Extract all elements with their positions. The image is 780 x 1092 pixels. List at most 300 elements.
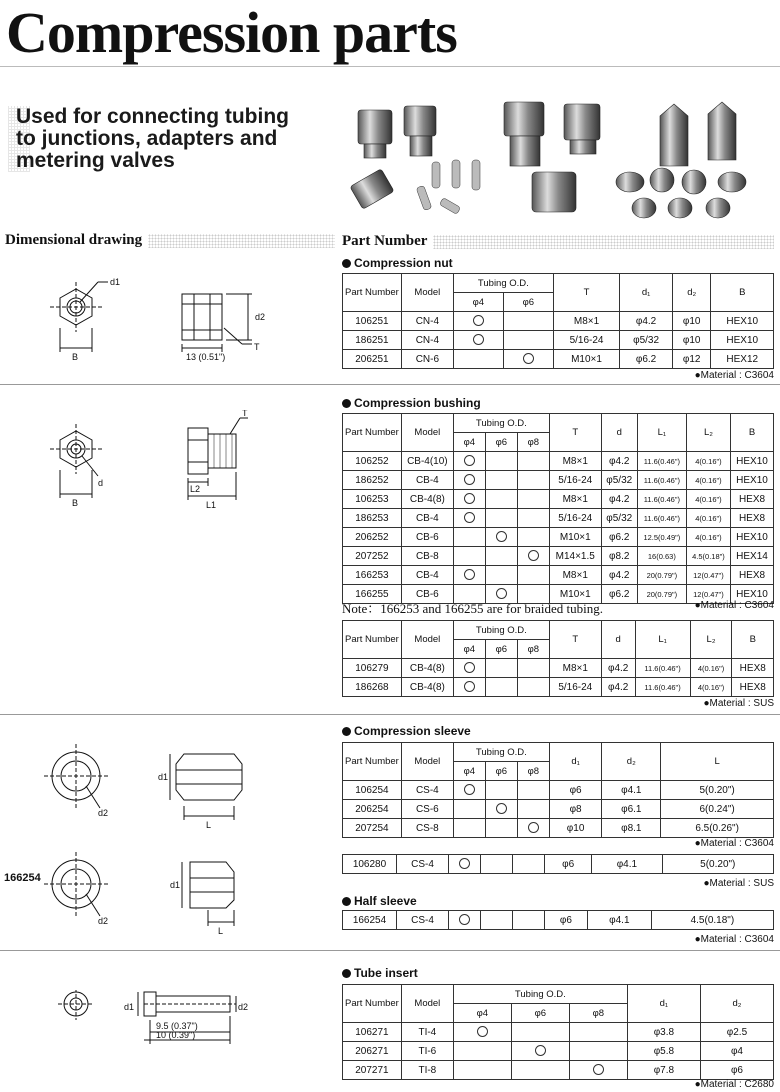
col-phi4: φ4 [453,640,485,659]
table-cell: 5/16-24 [549,509,601,528]
insert-subheading [342,966,418,980]
table-cell: 207271 [343,1061,402,1080]
col-part-number: Part Number [343,621,402,659]
table-cell: φ4 [700,1042,773,1061]
bushing-table [342,413,774,604]
table-cell: φ4.1 [592,855,662,874]
table-cell: φ4.1 [602,781,661,800]
table-cell: 4(0.16") [686,490,730,509]
table-cell: CN-4 [401,312,453,331]
bushing-subheading [342,396,481,410]
table-cell: 5(0.20") [661,781,774,800]
table-cell [517,471,549,490]
col-tubing-od: Tubing O.D. [453,274,553,293]
table-cell: 6(0.24") [661,800,774,819]
table-cell: 106271 [343,1023,402,1042]
table-row [343,547,774,566]
table-row [343,331,774,350]
table-cell [449,855,481,874]
dim-label-d2: d2 [98,808,109,818]
table-cell: 11.6(0.46") [635,678,690,697]
table-cell: 16(0.63) [637,547,686,566]
product-photo [342,96,772,236]
table-cell [453,331,503,350]
table-cell: φ4.2 [601,566,637,585]
dim-label-t: T [254,342,260,352]
col-phi6: φ6 [503,293,553,312]
table-cell [503,331,553,350]
dim-label-b: B [72,498,79,508]
table-cell: 11.6(0.46") [637,490,686,509]
dim-label-d2: d2 [238,1002,249,1012]
table-cell: M8×1 [549,566,601,585]
col-t: T [549,414,601,452]
col-phi4: φ4 [453,293,503,312]
table-cell [453,800,485,819]
col-d2: d₂ [700,985,773,1023]
table-cell [453,1061,511,1080]
col-model: Model [401,274,453,312]
nut-subheading [342,256,453,270]
col-part-number: Part Number [343,414,402,452]
table-cell: HEX8 [731,490,774,509]
braided-note: Note：166253 and 166255 are for braided tubing. [342,601,604,616]
table-cell: 4(0.16") [686,452,730,471]
table-row [343,312,774,331]
table-cell [453,350,503,369]
table-cell: φ4.2 [601,659,635,678]
col-phi8: φ8 [569,1004,627,1023]
table-cell: 5/16-24 [549,471,601,490]
nut-table [342,273,774,369]
table-cell [485,781,517,800]
table-cell: TI-4 [401,1023,453,1042]
subheading-label: Tube insert [354,966,418,980]
circle-mark-icon [473,315,484,326]
circle-mark-icon [464,455,475,466]
table-cell: φ4.1 [587,911,651,930]
table-cell: 106254 [343,781,402,800]
table-cell [485,528,517,547]
table-cell: 11.6(0.46") [637,509,686,528]
dim-label-b: B [72,352,79,362]
table-row [343,1042,774,1061]
col-t: T [549,621,601,659]
circle-mark-icon [496,803,507,814]
col-d1: d₁ [620,274,673,312]
circle-mark-icon [464,784,475,795]
table-cell: φ6 [545,855,592,874]
table-cell [453,452,485,471]
table-cell: 12.5(0.49") [637,528,686,547]
table-cell: φ6 [700,1061,773,1080]
table-cell [517,547,549,566]
table-cell: HEX10 [731,452,774,471]
table-cell [513,855,545,874]
table-cell: 4.5(0.18") [651,911,773,930]
col-d2: d₂ [672,274,711,312]
page-title: Compression parts [6,0,457,65]
table-cell: CS-4 [397,855,449,874]
table-cell [453,781,485,800]
sleeve-drawing [30,740,290,940]
table-cell: CB-4 [401,509,453,528]
table-cell [517,490,549,509]
table-cell [513,911,545,930]
table-cell: M10×1 [553,350,619,369]
col-phi4: φ4 [453,1004,511,1023]
table-cell: φ4.2 [601,490,637,509]
table-cell: φ12 [672,350,711,369]
table-row [343,781,774,800]
col-phi4: φ4 [453,762,485,781]
dim-label-insert-a: 9.5 (0.37") [156,1021,198,1031]
dimensional-drawing-heading [5,232,335,249]
insert-drawing [40,990,280,1060]
table-cell: 206254 [343,800,402,819]
dim-label-d1: d1 [170,880,181,890]
table-cell [517,509,549,528]
circle-mark-icon [459,858,470,869]
table-cell: 11.6(0.46") [637,471,686,490]
circle-mark-icon [464,493,475,504]
table-cell [485,800,517,819]
col-d1: d₁ [627,985,700,1023]
table-cell [453,490,485,509]
table-cell: CB-4 [401,566,453,585]
dim-label-d1: d1 [124,1002,135,1012]
table-row [343,1023,774,1042]
table-cell: φ8.1 [602,819,661,838]
table-cell: CB-4(8) [401,490,453,509]
bullet-icon [342,399,351,408]
table-cell: CB-4(8) [401,659,453,678]
circle-mark-icon [528,550,539,561]
table-cell [503,312,553,331]
col-model: Model [401,985,453,1023]
table-cell: 206271 [343,1042,402,1061]
table-cell [517,659,549,678]
dim-label-d1: d1 [110,277,121,287]
table-cell: CS-6 [401,800,453,819]
circle-mark-icon [477,1026,488,1037]
col-part-number: Part Number [343,985,402,1023]
table-cell: 6.5(0.26") [661,819,774,838]
section-divider [0,384,780,385]
table-cell: 4(0.16") [686,528,730,547]
table-cell: 12(0.47") [686,585,730,604]
table-cell [503,350,553,369]
table-row [343,678,774,697]
table-cell [485,659,517,678]
table-cell [453,566,485,585]
circle-mark-icon [528,822,539,833]
table-cell [517,528,549,547]
table-cell [485,452,517,471]
circle-mark-icon [464,512,475,523]
col-phi6: φ6 [485,762,517,781]
table-cell: 106280 [343,855,397,874]
table-cell: M10×1 [549,585,601,604]
table-cell: φ4.2 [601,678,635,697]
col-phi8: φ8 [517,762,549,781]
table-cell: 186253 [343,509,402,528]
table-cell: M14×1.5 [549,547,601,566]
table-cell [453,659,485,678]
table-cell [517,819,549,838]
col-b: B [732,621,774,659]
table-cell: φ5/32 [601,509,637,528]
col-l2: L₂ [690,621,732,659]
subheading-label: Half sleeve [354,894,417,908]
dim-label-d2: d2 [255,312,266,322]
table-cell: φ7.8 [627,1061,700,1080]
table-cell: HEX8 [731,566,774,585]
bushing-sus-table [342,620,774,697]
table-cell: 106251 [343,312,402,331]
sleeve-subheading [342,724,471,738]
table-cell: 106253 [343,490,402,509]
table-cell [485,490,517,509]
table-cell: 106279 [343,659,402,678]
table-cell [511,1023,569,1042]
section-divider [0,714,780,715]
col-l1: L₁ [637,414,686,452]
table-row [343,490,774,509]
col-part-number: Part Number [343,743,402,781]
table-cell: 186252 [343,471,402,490]
table-cell: HEX14 [731,547,774,566]
circle-mark-icon [464,474,475,485]
bullet-icon [342,969,351,978]
col-tubing-od: Tubing O.D. [453,743,549,762]
table-row [343,855,774,874]
table-cell [511,1061,569,1080]
col-b: B [711,274,774,312]
table-cell: HEX12 [711,350,774,369]
nut-drawing [30,268,290,378]
table-cell: 5/16-24 [549,678,601,697]
material-note: ●Material : C2680 [694,1079,774,1090]
table-cell [453,509,485,528]
dim-label-d1: d1 [158,772,169,782]
table-cell: CB-6 [401,528,453,547]
table-cell: CB-8 [401,547,453,566]
table-cell [569,1023,627,1042]
table-cell: 11.6(0.46") [637,452,686,471]
table-cell [453,1023,511,1042]
table-cell [453,678,485,697]
table-cell [453,471,485,490]
table-cell: HEX10 [731,471,774,490]
table-cell: M8×1 [549,659,601,678]
table-cell: 20(0.79") [637,585,686,604]
table-cell: CB-6 [401,585,453,604]
subtitle-line: Used for connecting tubing [16,105,289,128]
material-note: ●Material : C3604 [694,838,774,849]
table-row [343,471,774,490]
table-cell [449,911,481,930]
table-row [343,566,774,585]
col-phi8: φ8 [517,640,549,659]
table-cell: 5(0.20") [662,855,773,874]
table-cell: CS-4 [397,911,449,930]
table-cell: 186251 [343,331,402,350]
table-cell: φ6.2 [620,350,673,369]
dim-label-insert-b: 10 (0.39") [156,1030,196,1040]
table-cell: 186268 [343,678,402,697]
table-cell: φ5/32 [620,331,673,350]
insert-table [342,984,774,1080]
table-cell: HEX8 [731,509,774,528]
table-cell: φ3.8 [627,1023,700,1042]
table-cell: TI-6 [401,1042,453,1061]
table-row [343,350,774,369]
col-t: T [553,274,619,312]
table-row [343,1061,774,1080]
table-row [343,509,774,528]
table-cell: 20(0.79") [637,566,686,585]
table-cell: φ2.5 [700,1023,773,1042]
material-note: ●Material : SUS [703,698,774,709]
table-cell: HEX8 [732,659,774,678]
table-cell: HEX10 [731,528,774,547]
section-divider [0,950,780,951]
table-row [343,452,774,471]
dim-label-d: d [98,478,104,488]
bullet-icon [342,727,351,736]
col-tubing-od: Tubing O.D. [453,414,549,433]
circle-mark-icon [496,531,507,542]
table-cell: φ5.8 [627,1042,700,1061]
col-l2: L₂ [686,414,730,452]
bushing-drawing [30,410,290,520]
table-cell [511,1042,569,1061]
circle-mark-icon [459,914,470,925]
circle-mark-icon [523,353,534,364]
table-cell: φ6.2 [601,585,637,604]
col-phi6: φ6 [485,640,517,659]
col-l1: L₁ [635,621,690,659]
col-d: d [601,414,637,452]
table-cell: φ6.1 [602,800,661,819]
dim-label-l: L [206,820,212,830]
table-cell: 206251 [343,350,402,369]
bullet-icon [342,897,351,906]
table-cell [485,509,517,528]
table-cell [569,1061,627,1080]
table-cell: φ4.2 [620,312,673,331]
col-d2: d₂ [602,743,661,781]
table-cell: 166253 [343,566,402,585]
table-cell: HEX10 [711,312,774,331]
heading-label: Dimensional drawing [5,232,143,248]
table-cell [453,547,485,566]
table-cell [453,1042,511,1061]
col-part-number: Part Number [343,274,402,312]
dim-label-length: 13 (0.51") [186,352,226,362]
table-cell [481,855,513,874]
bullet-icon [342,259,351,268]
dim-label-t: T [242,410,248,418]
col-model: Model [401,414,453,452]
table-cell [485,566,517,585]
subtitle [8,106,308,172]
table-cell [453,528,485,547]
table-cell: CS-4 [401,781,453,800]
table-cell [485,819,517,838]
table-cell: φ10 [672,312,711,331]
table-cell: CN-4 [401,331,453,350]
material-note: ●Material : C3604 [694,934,774,945]
table-cell: 4(0.16") [686,509,730,528]
col-d: d [601,621,635,659]
table-row [343,659,774,678]
table-cell: CB-4(10) [401,452,453,471]
col-d1: d₁ [549,743,601,781]
table-row [343,819,774,838]
table-cell: M10×1 [549,528,601,547]
table-cell [517,566,549,585]
table-cell: φ8.2 [601,547,637,566]
subtitle-line: metering valves [16,149,175,172]
table-cell: φ10 [672,331,711,350]
col-b: B [731,414,774,452]
material-note: ●Material : C3604 [694,370,774,381]
title-rule [0,66,780,67]
col-tubing-od: Tubing O.D. [453,985,627,1004]
table-cell: 4.5(0.18") [686,547,730,566]
table-cell [517,781,549,800]
table-cell: CS-8 [401,819,453,838]
table-cell [517,678,549,697]
table-cell [569,1042,627,1061]
table-cell: φ4.2 [601,452,637,471]
table-cell: 166255 [343,585,402,604]
subheading-label: Compression bushing [354,396,481,410]
table-cell [485,547,517,566]
circle-mark-icon [464,569,475,580]
heading-dots [433,235,774,249]
sleeve-sus-table [342,854,774,874]
dim-label-l1: L1 [206,500,217,510]
table-cell: CB-4(8) [401,678,453,697]
table-row [343,911,774,930]
col-tubing-od: Tubing O.D. [453,621,549,640]
table-cell: CB-4 [401,471,453,490]
sleeve-table [342,742,774,838]
table-cell: 4(0.16") [686,471,730,490]
table-cell: 207252 [343,547,402,566]
table-cell: φ5/32 [601,471,637,490]
table-cell: φ6.2 [601,528,637,547]
table-cell: M8×1 [553,312,619,331]
table-cell [485,678,517,697]
col-l: L [661,743,774,781]
table-cell: 5/16-24 [553,331,619,350]
col-model: Model [401,743,453,781]
col-phi6: φ6 [485,433,517,452]
table-cell: 106252 [343,452,402,471]
table-cell: TI-8 [401,1061,453,1080]
table-cell: HEX10 [711,331,774,350]
dim-label-d2: d2 [98,916,109,926]
col-phi8: φ8 [517,433,549,452]
table-cell: φ10 [549,819,601,838]
part-number-heading [342,233,774,250]
table-cell: φ6 [545,911,588,930]
table-cell: 4(0.16") [690,678,732,697]
